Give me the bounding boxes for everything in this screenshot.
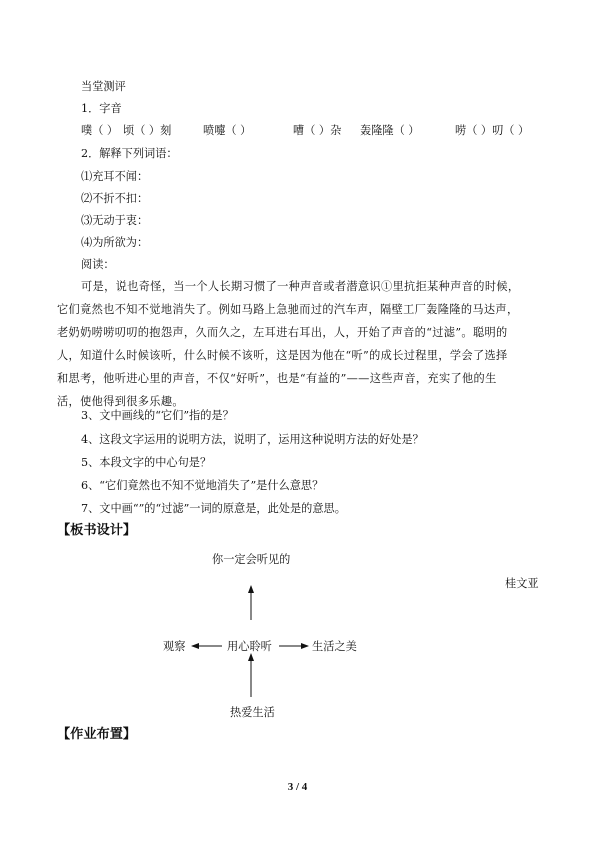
term-item: ⑴充耳不闻： [81, 170, 149, 183]
paragraph-line: 活，使他得到很多乐趣。 [57, 395, 184, 408]
paragraph-line: 和思考，他听进心里的声音，不仅“好听”，也是“有益的”——这些声音，充实了他的生 [57, 372, 497, 385]
question-item: 6、“它们竟然也不知不觉地消失了”是什么意思？ [81, 479, 324, 492]
paragraph-line: 人，知道什么时候该听，什么时候不该听，这是因为他在“听”的成长过程里，学会了选择 [57, 349, 508, 362]
pinyin-item: 喷嚏（ ） [203, 124, 252, 137]
pinyin-item: 噗（ ） [81, 124, 119, 137]
board-right-node: 生活之美 [312, 640, 357, 653]
homework-heading: 【作业布置】 [57, 727, 137, 742]
test-title: 当堂测评 [81, 80, 126, 93]
board-bottom-node: 热爱生活 [230, 706, 275, 719]
board-design-heading: 【板书设计】 [57, 523, 137, 538]
paragraph-line: 可是，说也奇怪，当一个人长期习惯了一种声音或者潜意识①里抗拒某种声音的时候， [81, 280, 520, 293]
paragraph-line: 老奶奶唠唠叨叨的抱怨声，久而久之，左耳进右耳出，人，开始了声音的“过滤”。聪明的 [57, 326, 508, 339]
reading-label: 阅读： [81, 258, 115, 271]
question-1-label: 1．字音 [81, 102, 122, 115]
question-item: 4、这段文字运用的说明方法，说明了，运用这种说明方法的好处是？ [81, 433, 424, 446]
pinyin-item: 嘈（ ）杂 [293, 124, 342, 137]
pinyin-item: 轰隆隆（ ） [360, 124, 420, 137]
paragraph-line: 它们竟然也不知不觉地消失了。例如马路上急驰而过的汽车声，隔壁工厂轰隆隆的马达声， [57, 303, 519, 316]
question-2-label: 2．解释下列词语： [81, 147, 178, 160]
board-left-node: 观察 [163, 640, 186, 653]
pinyin-item: 顷（ ）刻 [123, 124, 172, 137]
question-item: 7、文中画“”的“过滤”一词的原意是，此处是的意思。 [81, 502, 346, 515]
board-center-node: 用心聆听 [227, 640, 272, 653]
question-item: 3、文中画线的“它们”指的是？ [81, 409, 234, 422]
pinyin-row [81, 124, 541, 138]
pinyin-item: 唠（ ）叨（ ） [455, 124, 530, 137]
term-item: ⑵不折不扣： [81, 192, 149, 205]
term-item: ⑷为所欲为： [81, 236, 149, 249]
board-title: 你一定会听见的 [212, 553, 291, 566]
term-item: ⑶无动于衷： [81, 214, 149, 227]
page-number: 3 / 4 [287, 781, 308, 793]
board-author: 桂文亚 [505, 577, 539, 590]
question-item: 5、本段文字的中心句是？ [81, 456, 212, 469]
